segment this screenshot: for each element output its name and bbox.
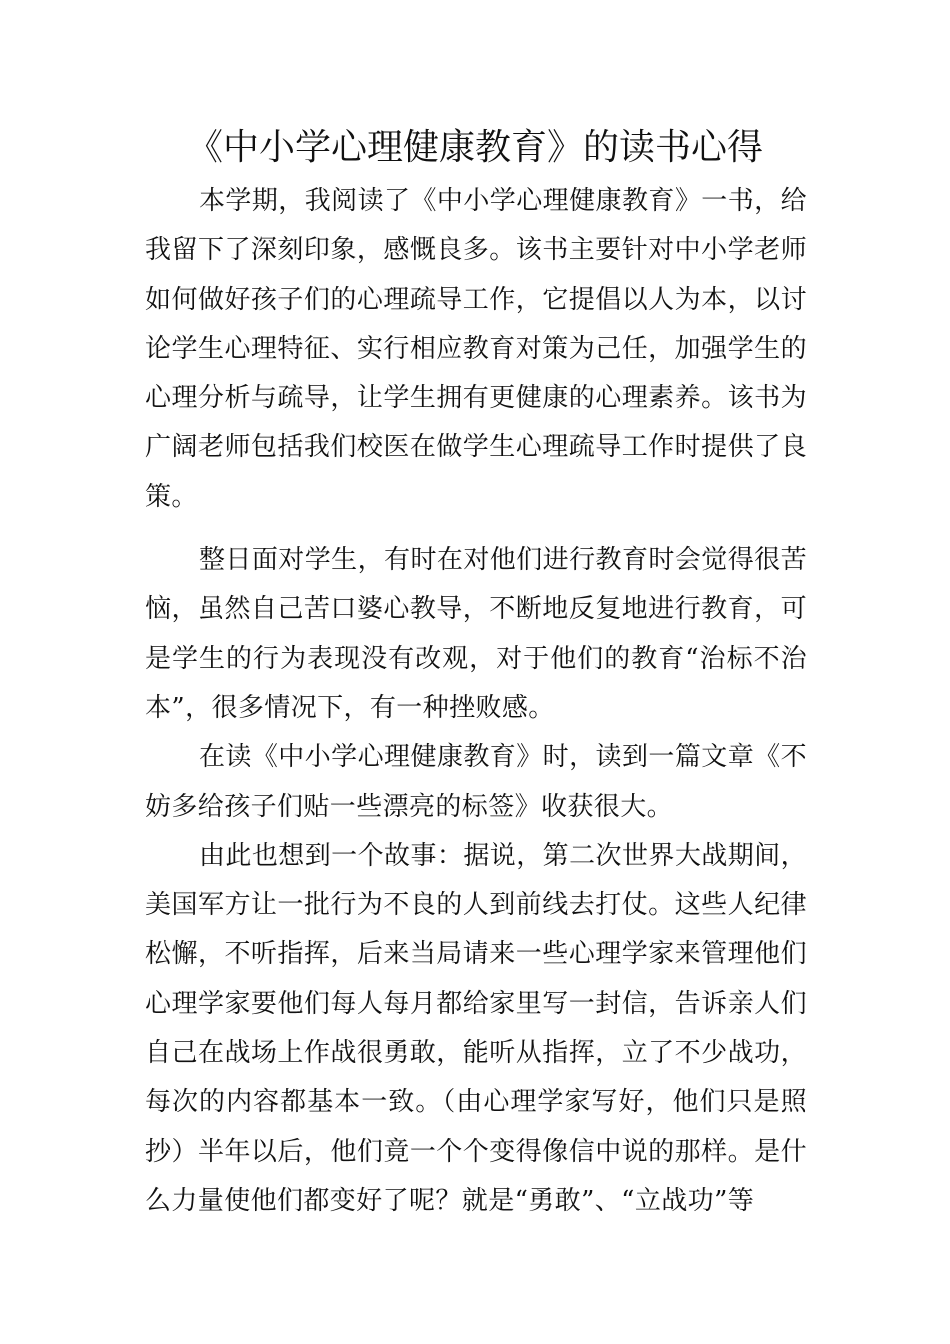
paragraph-3: 在读《中小学心理健康教育》时，读到一篇文章《不妨多给孩子们贴一些漂亮的标签》收获很大。: [145, 742, 807, 822]
document-body: [145, 177, 807, 1226]
paragraph-4: 由此也想到一个故事：据说，第二次世界大战期间，美国军方让一批行为不良的人到前线去打仗。这些人纪律松懈，不听指挥，后来当局请来一些心理学家来管理他们心理学家要他们每人每月都给家里写一封信，告诉亲人们自己在战场上作战很勇敢，能听从指挥，立了不少战功，每次的内容都基本一致。（由心理学家写好，他们只是照抄）半年以后，他们竟一个个变得像信中说的那样。是什么力量使他们都变好了呢？就是“勇敢”、“立战功”等: [145, 840, 807, 1216]
paragraph-1: 本学期，我阅读了《中小学心理健康教育》一书，给我留下了深刻印象，感慨良多。该书主要针对中小学老师如何做好孩子们的心理疏导工作，它提倡以人为本，以讨论学生心理特征、实行相应教育对策为己任，加强学生的心理分析与疏导，让学生拥有更健康的心理素养。该书为广阔老师包括我们校医在做学生心理疏导工作时提供了良策。: [145, 186, 807, 512]
document-title: 《中小学心理健康教育》的读书心得: [186, 127, 763, 168]
paragraph-2: 整日面对学生，有时在对他们进行教育时会觉得很苦恼，虽然自己苦口婆心教导，不断地反复地进行教育，可是学生的行为表现没有改观，对于他们的教育“治标不治本”，很多情况下，有一种挫败感。: [145, 545, 807, 723]
